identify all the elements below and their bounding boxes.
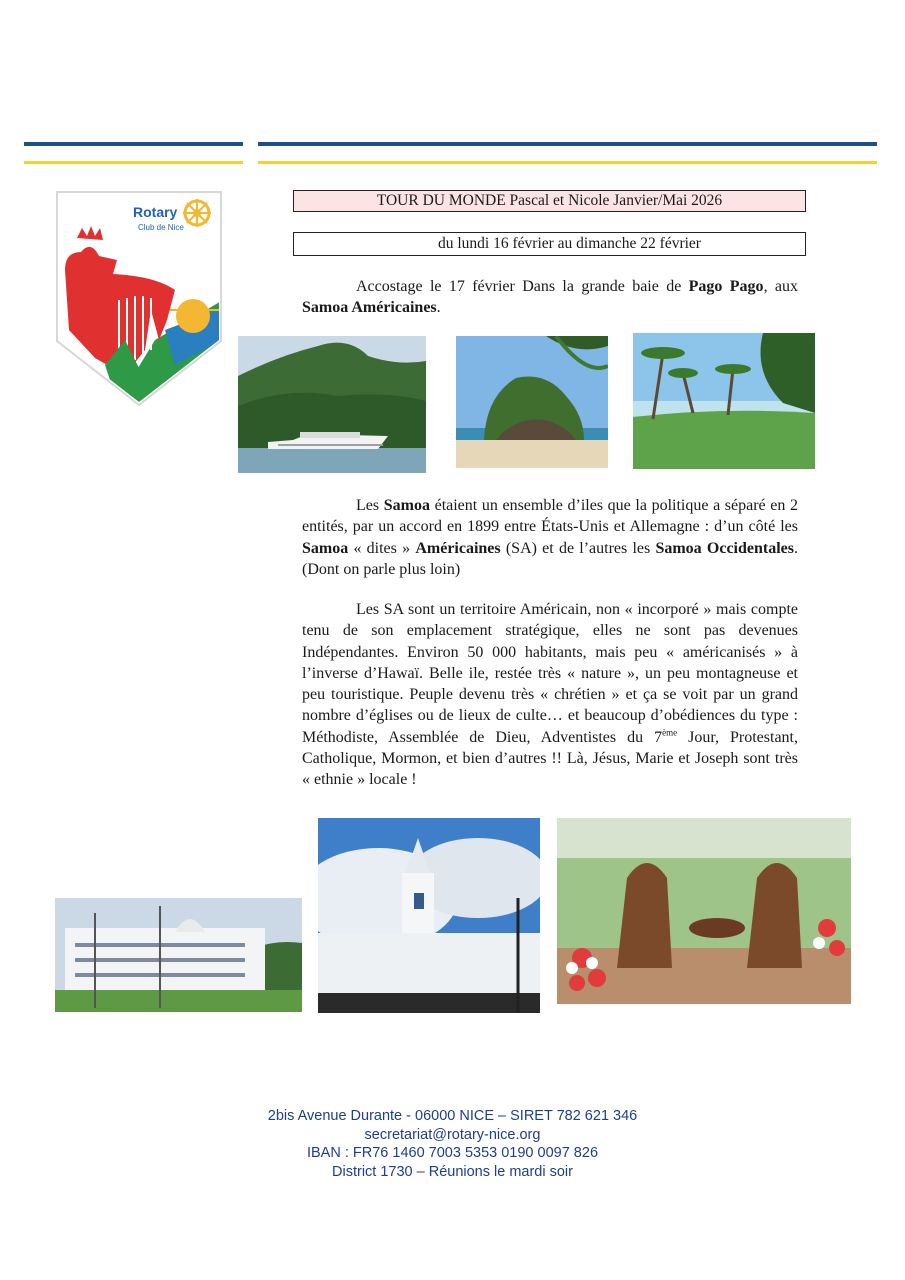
footer-district: District 1730 – Réunions le mardi soir (332, 1163, 573, 1180)
page-title: TOUR DU MONDE Pascal et Nicole Janvier/Mai 2026 (293, 190, 806, 212)
header-rule-yellow-left (24, 161, 243, 164)
photo-church-steeple (318, 818, 540, 1013)
paragraph-arrival: Accostage le 17 février Dans la grande baie de Pago Pago, aux Samoa Américaines. (302, 278, 799, 317)
header-rule-blue-right (258, 142, 877, 146)
header-rule-blue-left (24, 142, 243, 146)
photo-cruise-ship-bay (238, 336, 426, 473)
rotary-club-logo (55, 190, 223, 406)
date-range-title: du lundi 16 février au dimanche 22 février (293, 232, 806, 256)
photo-white-building (55, 898, 302, 1012)
logo-brand: Rotary (133, 204, 178, 220)
footer-email[interactable]: secretariat@rotary-nice.org (364, 1126, 541, 1143)
photo-palm-shore (633, 333, 815, 469)
paragraph-samoa-history: Les Samoa étaient un ensemble d’iles que la politique a séparé en 2 entités, par un accord en 1899 entre États-Unis et Allemagne : d’un côté les Samoa « dites » Américaines (SA) et de l’autres les Samoa Occidentales. (Dont on parle plus loin) (302, 497, 799, 578)
footer-address: 2bis Avenue Durante - 06000 NICE – SIRET 782 621 346 (267, 1108, 638, 1124)
photo-rock-beach (456, 336, 608, 468)
footer-iban: IBAN : FR76 1460 7003 5353 0190 0097 826 (306, 1145, 599, 1161)
logo-club: Club de Nice (138, 223, 184, 232)
photo-statues-kava (557, 818, 851, 1004)
paragraph-samoa-description: Les SA sont un territoire Américain, non « incorporé » mais compte tenu de son emplacement stratégique, elles ne sont pas devenues Indépendantes. Environ 50 000 habitants, mais peu « américanisés » à l’inverse d’Hawaï. Belle ile, restée très « nature », un peu montagneuse et peu touristique. Peuple devenu très « chrétien » et ça se voit par un grand nombre d’églises ou de lieux de culte… et beaucoup d’obédiences du type : Méthodiste, Assemblée de Dieu, Adventistes du 7ème Jour, Protestant, Catholique, Mormon, et bien d’autres !! Là, Jésus, Marie et Joseph sont très « ethnie » locale ! (302, 601, 798, 789)
footer (0, 1107, 905, 1181)
header-rule-yellow-right (258, 161, 877, 164)
